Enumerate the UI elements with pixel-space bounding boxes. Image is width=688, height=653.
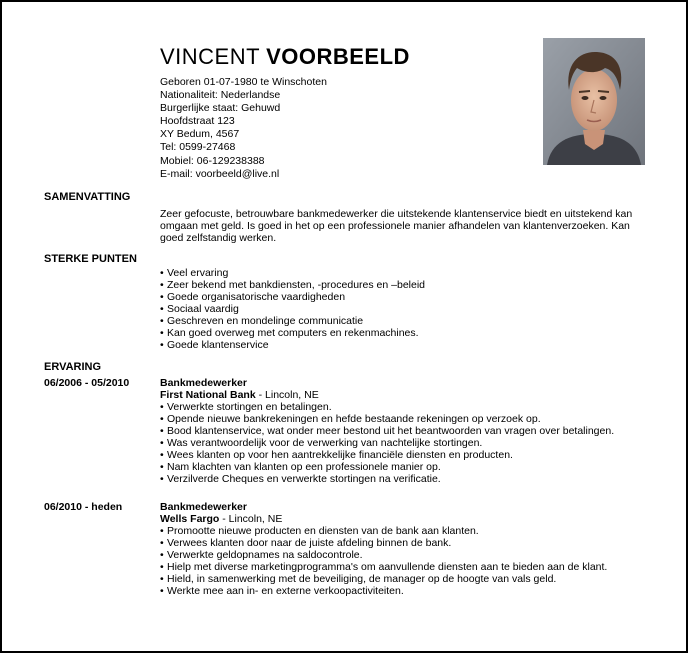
list-item: • Verwees klanten door naar de juiste afdeling binnen de bank. [160,537,640,549]
list-item: • Verwerkte stortingen en betalingen. [160,401,640,413]
employer-location: - Lincoln, NE [219,513,283,525]
last-name: VOORBEELD [266,44,410,69]
list-item: • Verzilverde Cheques en verwerkte stortingen na verificatie. [160,473,640,485]
list-item: • Promootte nieuwe producten en diensten van de bank aan klanten. [160,525,640,537]
contact-city: XY Bedum, 4567 [160,128,240,141]
job-entry [160,377,640,485]
list-item: • Hield, in samenwerking met de beveiliging, de manager op de hoogte van vals geld. [160,573,640,585]
list-item: • Sociaal vaardig [160,303,640,315]
list-item: • Nam klachten van klanten op een professionele manier op. [160,461,640,473]
employer-name: First National Bank [160,389,256,401]
list-item: • Geschreven en mondelinge communicatie [160,315,640,327]
employer-name: Wells Fargo [160,513,220,525]
contact-nationality: Nationaliteit: Nederlandse [160,89,281,102]
job-title: Bankmedewerker [160,501,247,513]
list-item: • Kan goed overweg met computers en rekenmachines. [160,327,640,339]
strengths-list [160,267,640,351]
contact-details [160,76,327,181]
summary-text: Zeer gefocuste, betrouwbare bankmedewerker die uitstekende klantenservice biedt en uitstekend kan omgaan met geld. Is goed in het op een professionele manier afhandelen van klantenverzoeken. Kan goed zelfstandig werken. [160,208,633,244]
summary-title: SAMENVATTING [44,191,131,203]
list-item: • Wees klanten op voor hen aantrekkelijke financiële diensten en producten. [160,449,640,461]
strengths-title: STERKE PUNTEN [44,253,137,265]
list-item: • Opende nieuwe bankrekeningen en hefde bestaande rekeningen op verzoek op. [160,413,640,425]
list-item: • Verwerkte geldopnames na saldocontrole. [160,549,640,561]
contact-birth: Geboren 01-07-1980 te Winschoten [160,76,327,88]
list-item: • Bood klantenservice, wat onder meer bestond uit het beantwoorden van vragen over betalingen. [160,425,640,437]
list-item: • Was verantwoordelijk voor de verwerking van nachtelijke stortingen. [160,437,640,449]
experience-title: ERVARING [44,361,102,373]
portrait-image [543,38,645,165]
list-item: • Goede organisatorische vaardigheden [160,291,640,303]
job-title: Bankmedewerker [160,377,247,389]
employer [160,389,640,401]
contact-street: Hoofdstraat 123 [160,115,235,128]
contact-mobile: Mobiel: 06-129238388 [160,154,265,167]
employer-location: - Lincoln, NE [255,389,319,401]
contact-phone: Tel: 0599-27468 [160,141,236,154]
list-item: • Werkte mee aan in- en externe verkoopactiviteiten. [160,585,640,597]
employer [160,513,640,525]
contact-marital-status: Burgerlijke staat: Gehuwd [160,102,281,115]
job-period: 06/2006 - 05/2010 [44,377,130,389]
list-item: • Hielp met diverse marketingprogramma's om aanvullende diensten aan te bieden aan de klant. [160,561,640,573]
list-item: • Veel ervaring [160,267,640,279]
list-item: • Goede klantenservice [160,339,640,351]
contact-email: E-mail: voorbeeld@live.nl [160,167,280,180]
first-name: VINCENT [160,44,261,69]
job-period: 06/2010 - heden [44,501,123,513]
job-entry [160,501,640,597]
candidate-name [160,42,410,72]
profile-photo [543,38,645,165]
list-item: • Zeer bekend met bankdiensten, -procedures en –beleid [160,279,640,291]
